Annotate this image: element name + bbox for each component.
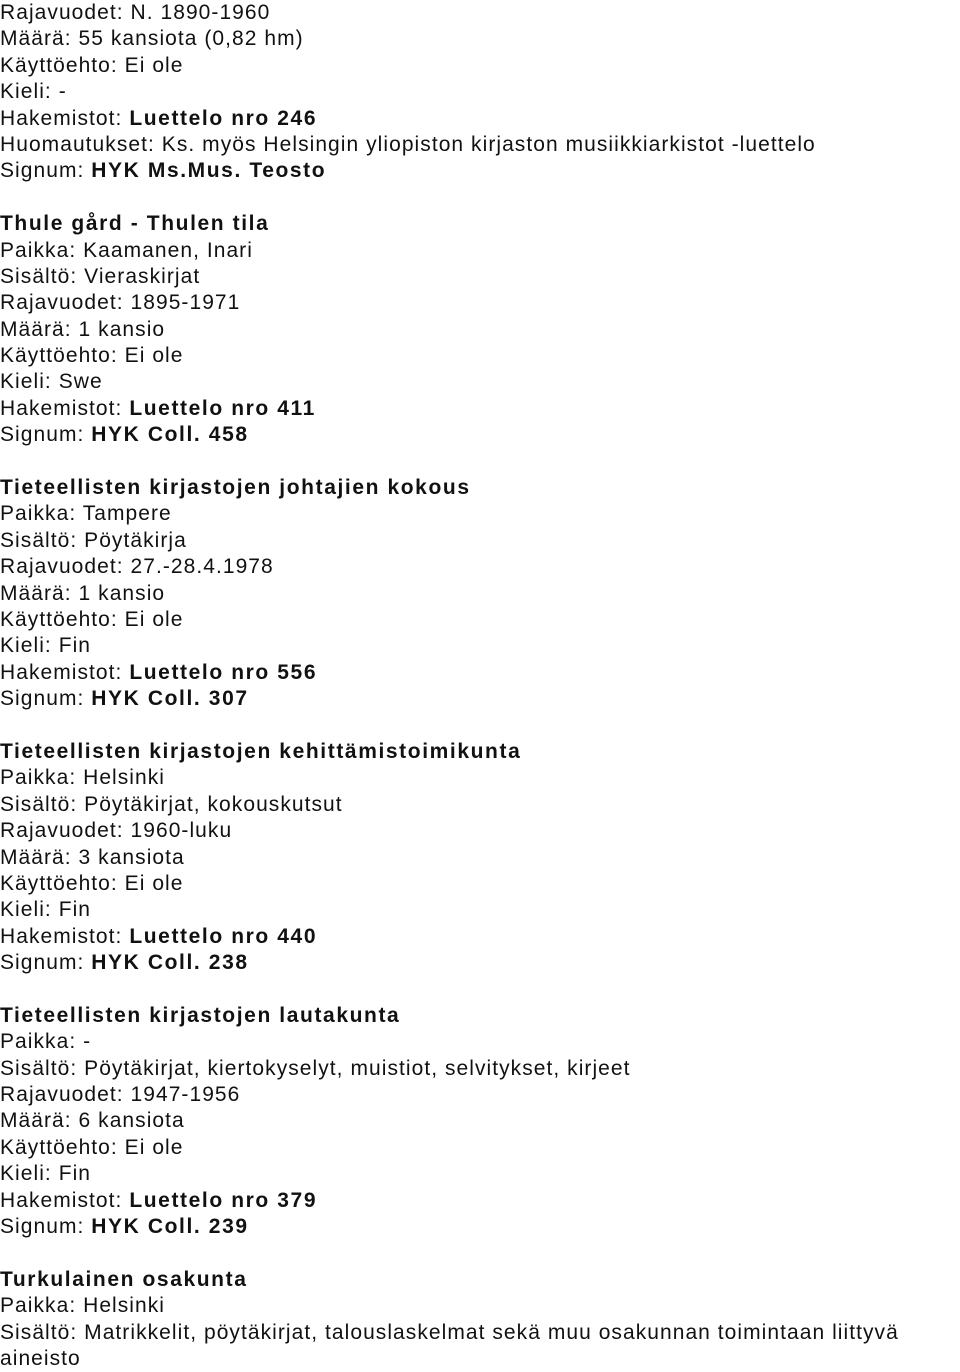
- signum-value: HYK Coll. 238: [91, 951, 249, 975]
- hakemistot-field: [0, 660, 960, 686]
- maara-field: Määrä: 3 kansiota: [0, 845, 185, 869]
- record-separator: [0, 976, 960, 1002]
- record-title: Thule gård - Thulen tila: [0, 212, 270, 236]
- signum-label: Signum:: [0, 159, 92, 183]
- record-entry: [0, 739, 960, 977]
- signum-field: [0, 1214, 960, 1240]
- record-entry: [0, 1003, 960, 1241]
- rajavuodet-field: Rajavuodet: 1895-1971: [0, 291, 241, 315]
- hakemistot-value: Luettelo nro 379: [129, 1188, 318, 1212]
- maara-field: Määrä: 55 kansiota (0,82 hm): [0, 27, 304, 51]
- kieli-field: Kieli: -: [0, 80, 67, 104]
- hakemistot-field: [0, 396, 960, 422]
- sisalto-field-continued: aineisto: [0, 1346, 81, 1370]
- hakemistot-value: Luettelo nro 246: [129, 106, 318, 130]
- record-entry: [0, 1267, 960, 1372]
- signum-value: HYK Coll. 239: [91, 1214, 249, 1238]
- maara-field: Määrä: 1 kansio: [0, 581, 166, 605]
- kayttoehto-field: Käyttöehto: Ei ole: [0, 53, 184, 77]
- kayttoehto-field: Käyttöehto: Ei ole: [0, 1135, 184, 1159]
- hakemistot-label: Hakemistot:: [0, 924, 130, 948]
- hakemistot-value: Luettelo nro 440: [129, 924, 318, 948]
- kieli-field: Kieli: Fin: [0, 634, 92, 658]
- record-title: Tieteellisten kirjastojen kehittämistoimikunta: [0, 739, 522, 763]
- paikka-field: Paikka: Helsinki: [0, 1294, 166, 1318]
- kayttoehto-field: Käyttöehto: Ei ole: [0, 344, 184, 368]
- kieli-field: Kieli: Fin: [0, 898, 92, 922]
- hakemistot-value: Luettelo nro 411: [129, 396, 316, 420]
- signum-field: [0, 686, 960, 712]
- paikka-field: Paikka: Tampere: [0, 502, 172, 526]
- hakemistot-label: Hakemistot:: [0, 660, 130, 684]
- signum-value: HYK Coll. 458: [91, 423, 249, 447]
- record-title: Tieteellisten kirjastojen lautakunta: [0, 1003, 401, 1027]
- hakemistot-value: Luettelo nro 556: [129, 660, 318, 684]
- record-title: Tieteellisten kirjastojen johtajien kokous: [0, 476, 471, 500]
- sisalto-field: Sisältö: Pöytäkirjat, kiertokyselyt, muistiot, selvitykset, kirjeet: [0, 1056, 631, 1080]
- paikka-field: Paikka: Helsinki: [0, 766, 166, 790]
- signum-label: Signum:: [0, 687, 92, 711]
- paikka-field: Paikka: -: [0, 1030, 92, 1054]
- rajavuodet-field: Rajavuodet: 1960-luku: [0, 819, 233, 843]
- kieli-field: Kieli: Fin: [0, 1162, 92, 1186]
- hakemistot-label: Hakemistot:: [0, 396, 130, 420]
- kayttoehto-field: Käyttöehto: Ei ole: [0, 607, 184, 631]
- sisalto-field: Sisältö: Matrikkelit, pöytäkirjat, talouslaskelmat sekä muu osakunnan toimintaan liittyvä: [0, 1320, 899, 1344]
- rajavuodet-field: Rajavuodet: 27.-28.4.1978: [0, 555, 274, 579]
- kayttoehto-field: Käyttöehto: Ei ole: [0, 871, 184, 895]
- maara-field: Määrä: 6 kansiota: [0, 1109, 185, 1133]
- sisalto-field: Sisältö: Pöytäkirjat, kokouskutsut: [0, 792, 343, 816]
- signum-field: [0, 950, 960, 976]
- hakemistot-field: [0, 924, 960, 950]
- rajavuodet-field: Rajavuodet: 1947-1956: [0, 1083, 241, 1107]
- record-lead: [0, 0, 960, 185]
- signum-label: Signum:: [0, 951, 92, 975]
- signum-value: HYK Ms.Mus. Teosto: [91, 159, 327, 183]
- record-separator: [0, 449, 960, 475]
- record-separator: [0, 713, 960, 739]
- hakemistot-field: [0, 106, 960, 132]
- huomautukset-field: Huomautukset: Ks. myös Helsingin yliopiston kirjaston musiikkiarkistot -luettelo: [0, 132, 816, 156]
- signum-label: Signum:: [0, 423, 92, 447]
- hakemistot-field: [0, 1188, 960, 1214]
- record-entry: [0, 211, 960, 449]
- record-entry: [0, 475, 960, 713]
- signum-field: [0, 422, 960, 448]
- signum-field: [0, 158, 960, 184]
- hakemistot-label: Hakemistot:: [0, 1188, 130, 1212]
- rajavuodet-field: Rajavuodet: N. 1890-1960: [0, 1, 271, 24]
- sisalto-field: Sisältö: Vieraskirjat: [0, 264, 201, 288]
- sisalto-field: Sisältö: Pöytäkirja: [0, 528, 187, 552]
- record-separator: [0, 185, 960, 211]
- kieli-field: Kieli: Swe: [0, 370, 103, 394]
- record-title: Turkulainen osakunta: [0, 1267, 248, 1291]
- hakemistot-label: Hakemistot:: [0, 106, 130, 130]
- paikka-field: Paikka: Kaamanen, Inari: [0, 238, 253, 262]
- record-separator: [0, 1240, 960, 1266]
- signum-label: Signum:: [0, 1214, 92, 1238]
- maara-field: Määrä: 1 kansio: [0, 317, 166, 341]
- signum-value: HYK Coll. 307: [91, 687, 249, 711]
